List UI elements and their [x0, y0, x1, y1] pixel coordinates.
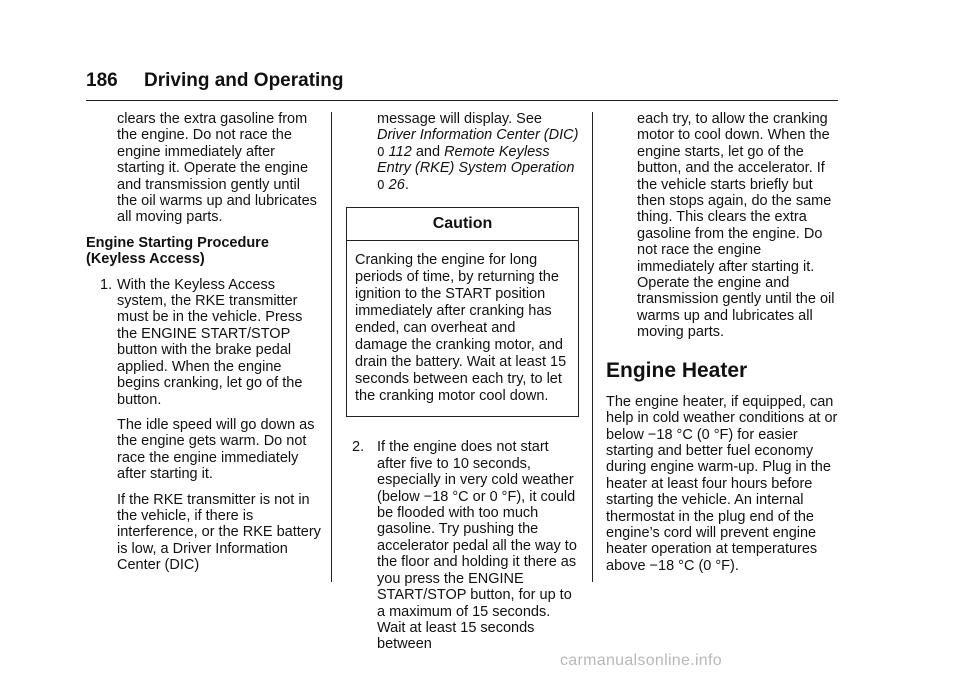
watermark: carmanualsonline.info	[560, 652, 722, 669]
step-2-text: If the engine does not start after five to 10 seconds, especially in very cold weather (below −18 °C or 0 °F), it could be flooded with too much gasoline. Try pushing the accelerator pedal all the way to the floor and holding it there as you press the ENGINE START/STOP button, for up to a maximum of 15 seconds. Wait at least 15 seconds between	[377, 439, 577, 653]
page-ref-icon: 0	[377, 177, 385, 192]
paragraph-clears-gasoline: clears the extra gasoline from the engine. Do not race the engine immediately after starting it. Operate the engine and transmission gently until the oil warms up and lubricates all moving parts.	[117, 111, 317, 226]
column-1	[86, 111, 322, 583]
column-2	[346, 111, 579, 662]
link-page-26[interactable]: 26	[388, 176, 405, 193]
step-1	[86, 277, 322, 408]
step-1-text: With the Keyless Access system, the RKE transmitter must be in the vehicle. Press the ENGINE START/STOP button with the brake pedal applied. When the engine begins cranking, let go of the button.	[117, 276, 303, 408]
column-3	[606, 111, 842, 583]
paragraph-rke-not-in-vehicle: If the RKE transmitter is not in the vehicle, if there is interference, or the RKE battery is low, a Driver Information Center (DIC)	[117, 491, 321, 574]
column-divider-right	[592, 112, 593, 582]
period: .	[404, 176, 409, 193]
link-remote-keyless-entry[interactable]: Remote Keyless Entry (RKE) System Operation	[377, 143, 575, 177]
paragraph-each-try: each try, to allow the cranking motor to cool down. When the engine starts, let go of the button, and the accelerator. If the vehicle starts briefly but then stops again, do the same thing. This clears the extra gasoline from the engine. Do not race the engine immediately after starting it. Operate the engine and transmission gently until the oil warms up and lubricates all moving parts.	[637, 111, 835, 341]
page-number: 186	[86, 70, 118, 91]
paragraph-engine-heater: The engine heater, if equipped, can help in cold weather conditions at or below −18 °C (0 °F) for easier starting and better fuel economy during engine warm-up. Plug in the heater at least four hours before starting the vehicle. An internal thermostat in the plug end of the engine’s cord will prevent engine heater operation at temperatures above −18 °C (0 °F).	[606, 393, 838, 574]
subheading-keyless-start: Engine Starting Procedure (Keyless Access)	[86, 234, 269, 268]
step-2	[346, 439, 579, 652]
caution-text: Cranking the engine for long periods of time, by returning the ignition to the START position immediately after cranking has ended, can overheat and damage the cranking motor, and drain the battery. Wait at least 15 seconds between each try, to let the cranking motor cool down.	[355, 252, 567, 405]
paragraph-idle-speed: The idle speed will go down as the engine gets warm. Do not race the engine immediately after starting it.	[117, 416, 315, 483]
link-driver-information-center[interactable]: Driver Information Center (DIC)	[377, 127, 579, 144]
step-2-number: 2.	[352, 439, 365, 456]
caution-title: Caution	[347, 208, 578, 241]
dic-message-text: message will display. See	[377, 111, 542, 127]
page-header	[86, 70, 838, 101]
section-title: Driving and Operating	[144, 70, 344, 91]
link-page-112[interactable]: 112	[388, 143, 412, 160]
step-1-number: 1.	[100, 276, 113, 293]
column-divider-left	[331, 112, 332, 582]
heading-engine-heater: Engine Heater	[606, 358, 748, 382]
and-text: and	[415, 143, 441, 160]
paragraph-dic-message	[346, 111, 579, 193]
page-ref-icon: 0	[377, 144, 385, 159]
caution-box	[346, 207, 579, 417]
